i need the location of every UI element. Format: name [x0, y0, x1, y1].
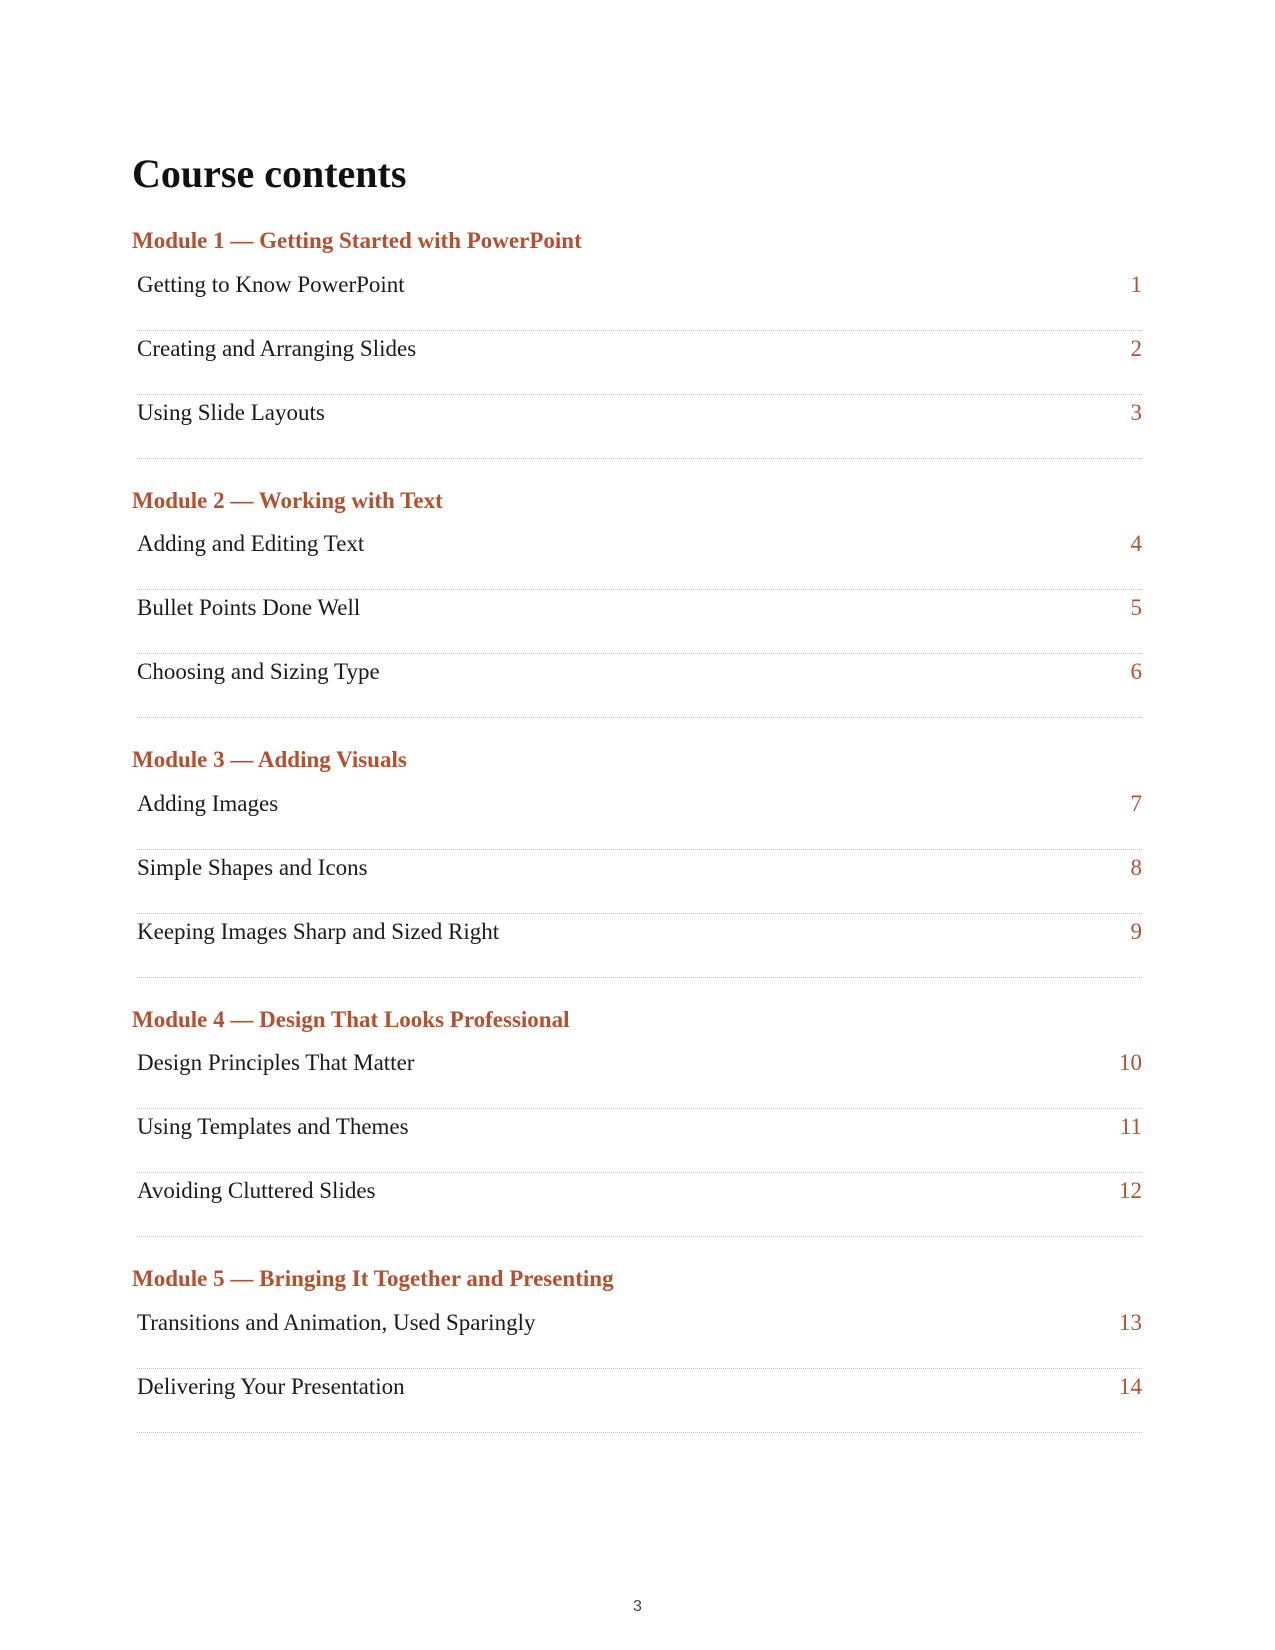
toc-entry-label: Using Templates and Themes: [137, 1114, 409, 1140]
toc-entry[interactable]: [137, 1109, 1142, 1173]
toc-entry-label: Adding Images: [137, 790, 279, 816]
toc-entry-page: 5: [1130, 595, 1142, 621]
module-title: Module 1 — Getting Started with PowerPoint: [132, 228, 582, 253]
toc-entry[interactable]: [137, 590, 1142, 654]
toc-entry-label: Transitions and Animation, Used Sparingly: [137, 1309, 536, 1335]
toc-entry-page: 10: [1119, 1050, 1142, 1076]
toc-entry-label: Creating and Arranging Slides: [137, 335, 417, 361]
module-title: Module 4 — Design That Looks Professional: [132, 1006, 570, 1032]
toc-entry[interactable]: [137, 1045, 1142, 1109]
module-2: [132, 487, 1142, 719]
toc-entry-page: 9: [1130, 918, 1142, 944]
toc-entry-label: Avoiding Cluttered Slides: [137, 1178, 376, 1204]
toc-entry-page: 6: [1130, 659, 1142, 685]
toc-entry-page: 3: [1130, 399, 1142, 425]
page-title: Course contents: [132, 151, 407, 196]
toc-entry-page: 4: [1130, 531, 1142, 557]
module-entries: [132, 1305, 1142, 1433]
module-entries: [132, 526, 1142, 718]
toc-entry[interactable]: [137, 267, 1142, 331]
toc-entry-label: Design Principles That Matter: [137, 1050, 415, 1076]
toc-entry-page: 13: [1119, 1309, 1142, 1335]
toc-entry-label: Using Slide Layouts: [137, 399, 325, 425]
toc-entry-label: Delivering Your Presentation: [137, 1373, 405, 1399]
module-entries: [132, 786, 1142, 978]
toc-entry-page: 11: [1119, 1114, 1142, 1140]
module-title: Module 5 — Bringing It Together and Presenting: [132, 1266, 614, 1292]
toc-entry-label: Bullet Points Done Well: [137, 595, 361, 621]
toc-entry[interactable]: [137, 914, 1142, 978]
toc-entry[interactable]: [137, 526, 1142, 590]
page-number: 3: [633, 1598, 642, 1615]
toc-entry-label: Choosing and Sizing Type: [137, 659, 380, 685]
toc-entry[interactable]: [137, 1369, 1142, 1433]
toc-entry[interactable]: [137, 1173, 1142, 1237]
toc-entry[interactable]: [137, 331, 1142, 395]
toc-entry-label: Keeping Images Sharp and Sized Right: [137, 918, 500, 944]
table-of-contents: [132, 150, 1142, 1433]
toc-entry-label: Getting to Know PowerPoint: [137, 271, 405, 297]
module-4: [132, 1006, 1142, 1238]
toc-entry-page: 14: [1119, 1373, 1142, 1399]
toc-entry[interactable]: [137, 395, 1142, 459]
module-5: [132, 1265, 1142, 1433]
module-entries: [132, 1045, 1142, 1237]
toc-entry-page: 2: [1130, 335, 1142, 361]
toc-entry-page: 12: [1119, 1178, 1142, 1204]
toc-entry-page: 8: [1130, 854, 1142, 880]
toc-entry[interactable]: [137, 1305, 1142, 1369]
toc-entry[interactable]: [137, 850, 1142, 914]
toc-entry[interactable]: [137, 654, 1142, 718]
module-1: [132, 227, 1142, 459]
module-entries: [132, 267, 1142, 459]
toc-entry-label: Simple Shapes and Icons: [137, 854, 368, 880]
toc-entry-label: Adding and Editing Text: [137, 531, 365, 557]
module-3: [132, 746, 1142, 978]
toc-entry-page: 7: [1130, 790, 1142, 816]
toc-entry-page: 1: [1130, 271, 1142, 297]
module-title: Module 2 — Working with Text: [132, 487, 443, 513]
toc-entry[interactable]: [137, 786, 1142, 850]
module-title: Module 3 — Adding Visuals: [132, 747, 407, 773]
